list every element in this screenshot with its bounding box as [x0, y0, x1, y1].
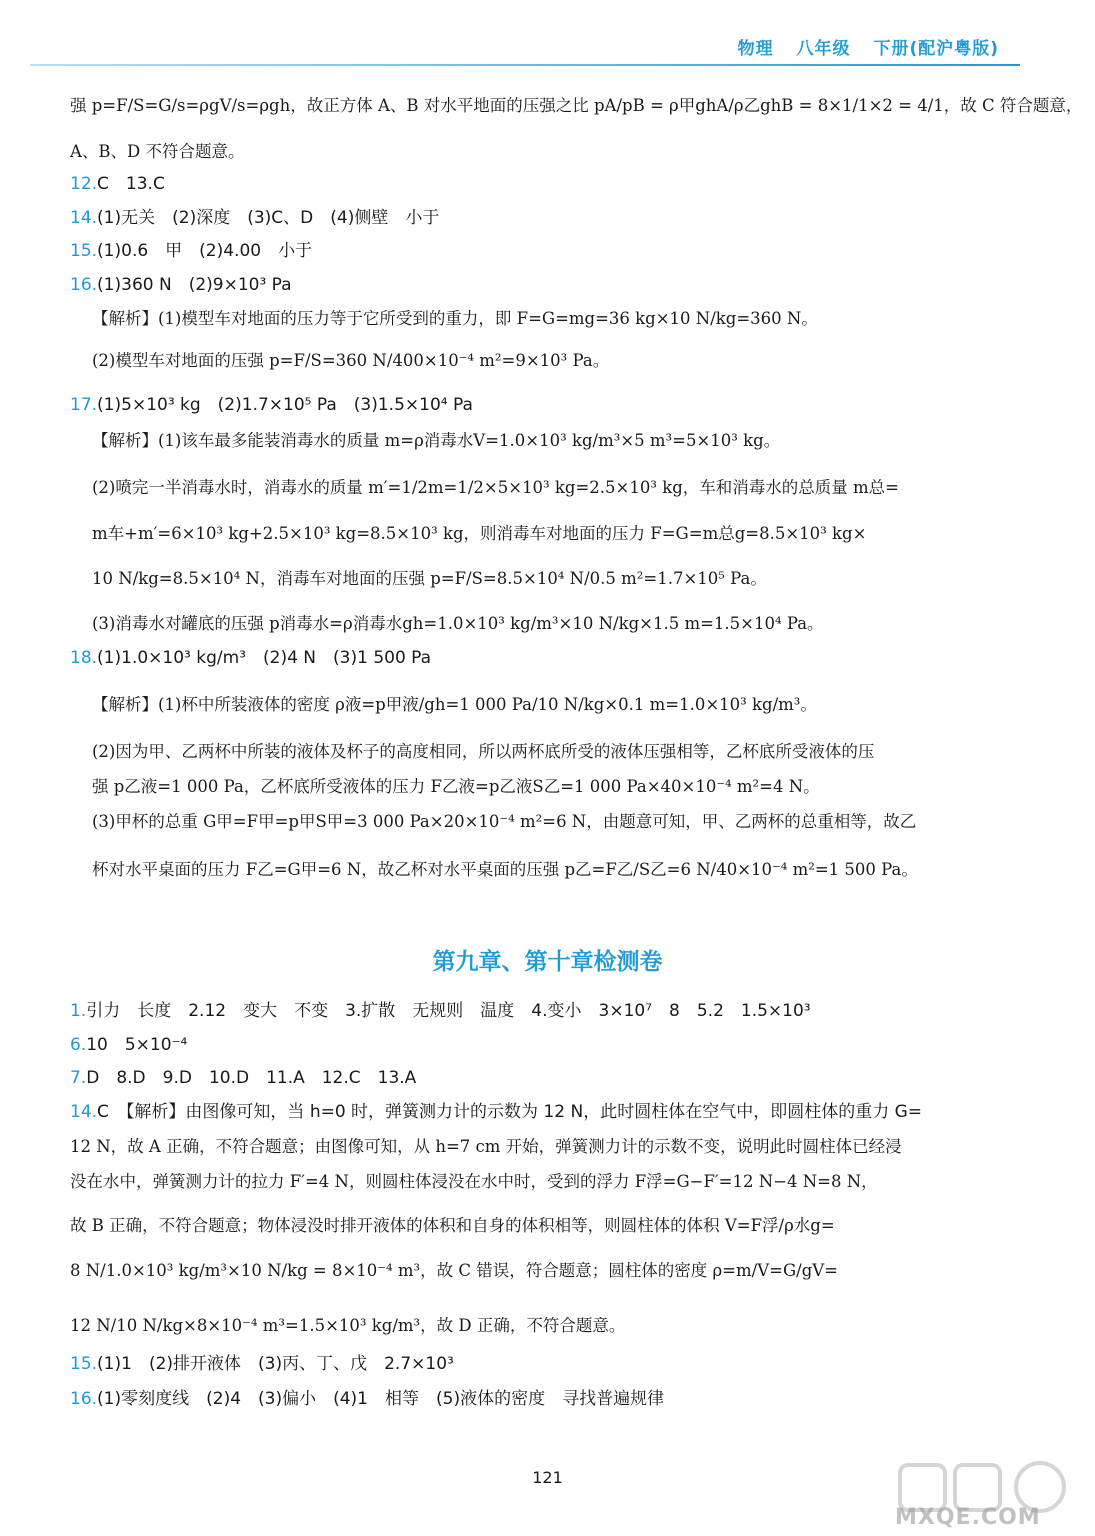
- answer-line: [92, 614, 824, 634]
- section-title: 第九章、第十章检测卷: [432, 949, 663, 975]
- answer-line: [70, 1354, 454, 1374]
- answer-text: (3)甲杯的总重 G甲=F甲=p甲S甲=3 000 Pa×20×10⁻⁴ m²=6 N，由题意可知，甲、乙两杯的总重相等，故乙: [92, 812, 917, 831]
- answer-text: (1)0.6 甲 (2)4.00 小于: [97, 241, 313, 261]
- answer-text: (1)零刻度线 (2)4 (3)偏小 (4)1 相等 (5)液体的密度 寻找普遍规律: [97, 1389, 665, 1409]
- answer-line: [70, 1068, 416, 1088]
- answer-text: (2)模型车对地面的压强 p=F/S=360 N/400×10⁻⁴ m²=9×10³ Pa。: [92, 351, 610, 370]
- answer-line: [92, 309, 818, 329]
- header-volume: 下册(配沪粤版): [873, 39, 999, 59]
- question-number: 7.: [70, 1068, 87, 1088]
- answer-line: [70, 1216, 835, 1236]
- answer-text: A、B、D 不符合题意。: [70, 142, 245, 161]
- answer-text: (1)1.0×10³ kg/m³ (2)4 N (3)1 500 Pa: [97, 648, 432, 668]
- question-number: 1.: [70, 1001, 87, 1021]
- answer-text: 10 5×10⁻⁴: [86, 1035, 188, 1055]
- answer-line: [70, 1035, 187, 1055]
- answer-text: 没在水中，弹簧测力计的拉力 F′=4 N，则圆柱体浸没在水中时，受到的浮力 F浮=G−F′=12 N−4 N=8 N，: [70, 1172, 878, 1191]
- question-number: 15.: [70, 241, 98, 261]
- answer-line: [92, 860, 918, 880]
- answer-text: C 【解析】由图像可知，当 h=0 时，弹簧测力计的示数为 12 N，此时圆柱体在空气中，即圆柱体的重力 G=: [97, 1102, 923, 1122]
- question-number: 12.: [70, 174, 98, 194]
- answer-line: [70, 1261, 838, 1281]
- answer-line: [70, 142, 245, 162]
- answer-line: [70, 208, 439, 228]
- answer-text: C 13.C: [97, 174, 165, 194]
- answer-text: 引力 长度 2.12 变大 不变 3.扩散 无规则 温度 4.变小 3×10⁷ 8 5.2 1.5×10³: [86, 1001, 811, 1021]
- answer-line: [70, 174, 165, 194]
- answer-line: [70, 648, 431, 668]
- answer-line: [92, 478, 899, 498]
- answer-line: [92, 569, 767, 589]
- answer-text: 故 B 正确，不符合题意；物体浸没时排开液体的体积和自身的体积相等，则圆柱体的体积 V=F浮/ρ水g=: [70, 1216, 835, 1235]
- question-number: 18.: [70, 648, 98, 668]
- answer-line: [70, 1137, 902, 1157]
- answer-line: [92, 742, 874, 762]
- answer-line: [70, 241, 312, 261]
- answer-line: [92, 431, 780, 451]
- answer-line: [70, 1389, 664, 1409]
- answer-text: 强 p=F/S=G/s=ρgV/s=ρgh，故正方体 A、B 对水平地面的压强之比 pA/pB = ρ甲ghA/ρ乙ghB = 8×1/1×2 = 4/1，故 C 符合题意，: [70, 96, 1083, 115]
- answer-text: m车+m′=6×10³ kg+2.5×10³ kg=8.5×10³ kg，则消毒车对地面的压力 F=G=m总g=8.5×10³ kg×: [92, 524, 867, 543]
- answer-text: 杯对水平桌面的压力 F乙=G甲=6 N，故乙杯对水平桌面的压强 p乙=F乙/S乙=6 N/40×10⁻⁴ m²=1 500 Pa。: [92, 860, 918, 879]
- answer-line: [70, 395, 473, 415]
- answer-text: (1)360 N (2)9×10³ Pa: [97, 275, 292, 295]
- answer-text: 强 p乙液=1 000 Pa，乙杯底所受液体的压力 F乙液=p乙液S乙=1 000 Pa×40×10⁻⁴ m²=4 N。: [92, 777, 820, 796]
- question-number: 15.: [70, 1354, 98, 1374]
- page-header: [722, 34, 999, 59]
- answer-line: [92, 351, 609, 371]
- page-number: 121: [532, 1468, 563, 1487]
- question-number: 16.: [70, 1389, 98, 1409]
- answer-line: [70, 96, 1082, 116]
- answer-line: [70, 1172, 878, 1192]
- answer-text: 8 N/1.0×10³ kg/m³×10 N/kg = 8×10⁻⁴ m³，故 C 错误，符合题意；圆柱体的密度 ρ=m/V=G/gV=: [70, 1261, 838, 1280]
- question-number: 17.: [70, 395, 98, 415]
- answer-text: (1)1 (2)排开液体 (3)丙、丁、戊 2.7×10³: [97, 1354, 454, 1374]
- answer-line: [92, 524, 866, 544]
- question-number: 6.: [70, 1035, 87, 1055]
- answer-text: 12 N，故 A 正确，不符合题意；由图像可知，从 h=7 cm 开始，弹簧测力计的示数不变，说明此时圆柱体已经浸: [70, 1137, 902, 1156]
- question-number: 16.: [70, 275, 98, 295]
- answer-text: D 8.D 9.D 10.D 11.A 12.C 13.A: [86, 1068, 417, 1088]
- answer-line: [92, 777, 820, 797]
- answer-text: 12 N/10 N/kg×8×10⁻⁴ m³=1.5×10³ kg/m³，故 D 正确，不符合题意。: [70, 1316, 626, 1335]
- header-rule: [30, 64, 1020, 66]
- answer-text: 【解析】(1)杯中所装液体的密度 ρ液=p甲液/gh=1 000 Pa/10 N/kg×0.1 m=1.0×10³ kg/m³。: [92, 695, 817, 714]
- question-number: 14.: [70, 208, 98, 228]
- question-number: 14.: [70, 1102, 98, 1122]
- answer-line: [70, 1001, 811, 1021]
- header-subject: 物理: [737, 39, 774, 59]
- watermark-text: MXQE.COM: [895, 1505, 1041, 1530]
- answer-text: (1)无关 (2)深度 (3)C、D (4)侧壁 小于: [97, 208, 440, 228]
- answer-line: [92, 812, 916, 832]
- answer-line: [70, 1102, 922, 1122]
- answer-text: (2)喷完一半消毒水时，消毒水的质量 m′=1/2m=1/2×5×10³ kg=2.5×10³ kg，车和消毒水的总质量 m总=: [92, 478, 900, 497]
- header-grade: 八年级: [796, 39, 851, 59]
- answer-line: [70, 1316, 625, 1336]
- answer-line: [70, 275, 292, 295]
- answer-text: 【解析】(1)模型车对地面的压力等于它所受到的重力，即 F=G=mg=36 kg×10 N/kg=360 N。: [92, 309, 818, 328]
- answer-text: 10 N/kg=8.5×10⁴ N，消毒车对地面的压强 p=F/S=8.5×10⁴ N/0.5 m²=1.7×10⁵ Pa。: [92, 569, 767, 588]
- answer-text: (3)消毒水对罐底的压强 p消毒水=ρ消毒水gh=1.0×10³ kg/m³×10 N/kg×1.5 m=1.5×10⁴ Pa。: [92, 614, 824, 633]
- answer-text: 【解析】(1)该车最多能装消毒水的质量 m=ρ消毒水V=1.0×10³ kg/m³×5 m³=5×10³ kg。: [92, 431, 781, 450]
- answer-text: (2)因为甲、乙两杯中所装的液体及杯子的高度相同，所以两杯底所受的液体压强相等，乙杯底所受液体的压: [92, 742, 875, 761]
- answer-text: (1)5×10³ kg (2)1.7×10⁵ Pa (3)1.5×10⁴ Pa: [97, 395, 473, 415]
- answer-line: [92, 695, 817, 715]
